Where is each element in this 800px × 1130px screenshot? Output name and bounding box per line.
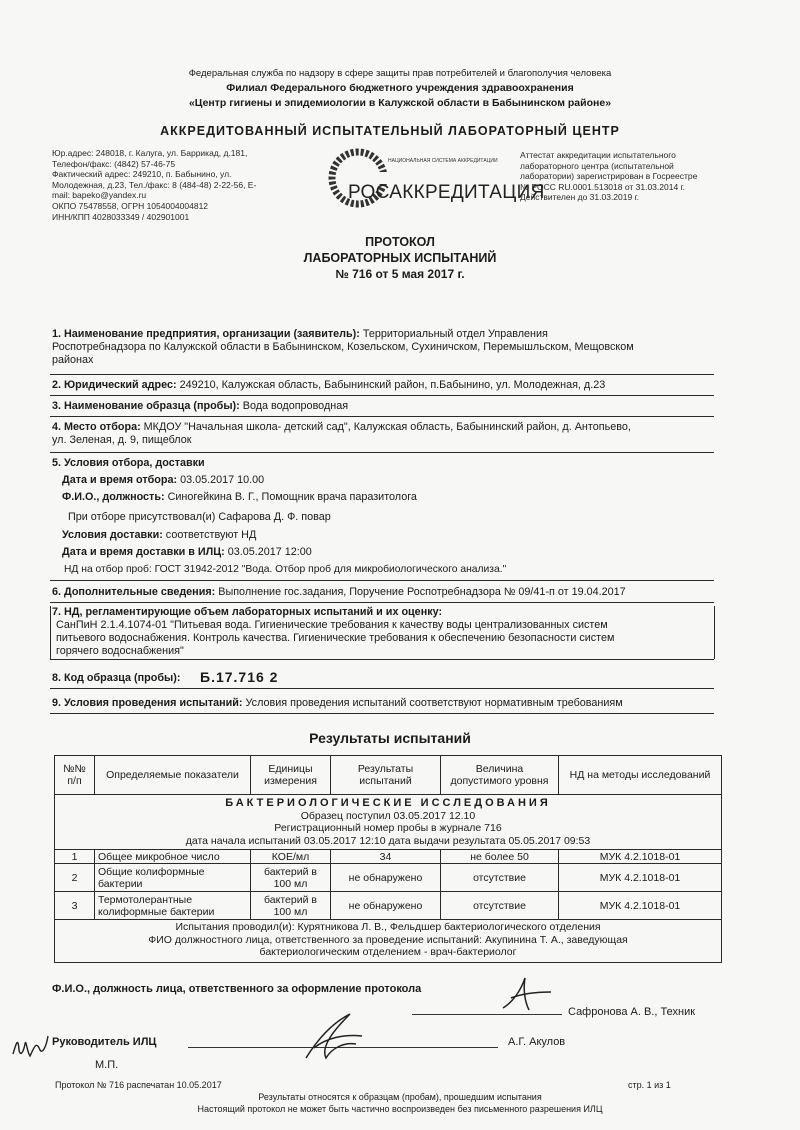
test-dates: дата начала испытаний 03.05.2017 12:10 дата выдачи результата 05.05.2017 09:53 [185,834,591,847]
col-norm: Величина допустимого уровня [441,756,559,795]
standards-label: 7. НД, регламентирующие объем лабораторных испытаний и их оценку: [52,606,443,618]
section-title: БАКТЕРИОЛОГИЧЕСКИЕ ИССЛЕДОВАНИЯ [225,797,551,809]
row-norm: отсутствие [441,892,559,920]
sample-name-value: Вода водопроводная [239,400,349,412]
delivery-date-value: 03.05.2017 12:00 [224,546,312,558]
head-label: Руководитель ИЛЦ [52,1036,157,1048]
section-legal-address [52,379,714,392]
standards-line: СанПиН 2.1.4.1074-01 "Питьевая вода. Гигиенические требования к качеству воды централизованных систем [56,619,608,631]
technician-name: Сафронова А. В., Техник [568,1006,696,1018]
responsible-person-cont: бактериологическим отделением - врач-бактериолог [259,946,517,958]
registration-number: Регистрационный номер пробы в журнале 716 [274,822,502,834]
col-num: №№ п/п [55,756,95,795]
accreditation-line: лаборатории) зарегистрирован в Госреестре [520,171,698,182]
header-center: «Центр гигиены и эпидемиологии в Калужской области в Бабынинском районе» [188,97,612,109]
standards-line: горячего водоснабжения" [56,645,184,657]
delivery-conditions-label: Условия доставки: [62,529,163,541]
border-left [50,606,51,659]
section-additional-info [52,586,714,599]
table-row [55,850,722,864]
applicant-value-cont: районах [52,354,94,366]
results-title: Результаты испытаний [309,730,471,746]
col-method: НД на методы исследований [559,756,722,795]
footer-copyright-note: Настоящий протокол не может быть частично воспроизведен без письменного разрешения ИЛЦ [197,1104,603,1114]
delivery-conditions-value: соответствуют НД [162,529,257,541]
sampling-date-label: Дата и время отбора: [62,474,178,486]
sampler-value: Синогейкина В. Г., Помощник врача паразитолога [164,491,417,503]
accreditation-line: № РОСС RU.0001.513018 от 31.03.2014 г. [520,181,685,192]
divider [50,374,714,375]
address-line: Телефон/факс: (4842) 57-46-75 [52,158,176,169]
section-row [55,795,722,850]
row-norm: не более 50 [441,850,559,864]
sampling-place-label: 4. Место отбора: [52,421,141,433]
standards-line: питьевого водоснабжения. Контроль качества. Гигиенические требования к обеспечению безопасности систем [56,632,615,644]
signoff-label: Ф.И.О., должность лица, ответственного за оформление протокола [52,983,422,995]
address-line: Юр.адрес: 248018, г. Калуга, ул. Баррикад, д.181, [52,148,248,158]
col-param: Определяемые показатели [95,756,251,795]
address-line: mail: bapeko@yandex.ru [52,190,147,201]
performers-row [55,920,722,963]
section-conditions-title [52,457,714,470]
address-line: Молодежная, д.23, Тел./факс: 8 (484-48) 2-22-56, E- [52,179,257,190]
row-param: Общие колиформные бактерии [95,864,251,892]
table-row [55,864,722,892]
delivery-conditions [62,529,724,542]
sampling-date-value: 03.05.2017 10.00 [177,474,265,486]
accreditation-line: Аттестат аккредитации испытательного [520,150,676,160]
sample-name-label: 3. Наименование образца (пробы): [52,400,240,412]
row-param: Термотолерантные колиформные бактерии [95,892,251,920]
performed-by: Испытания проводил(и): Курятникова Л. В., Фельдшер бактериологического отделения [175,921,601,933]
border-right [714,606,715,659]
address-line: ИНН/КПП 4028033349 / 402901001 [52,211,190,222]
col-result: Результаты испытаний [331,756,441,795]
present-persons: При отборе присутствовал(и) Сафарова Д. Ф. повар [68,511,331,523]
test-conditions-value: Условия проведения испытаний соответствуют нормативным требованиям [242,697,623,709]
logo-text: РОСАККРЕДИТАЦИЯ [348,182,545,203]
sampler-label: Ф.И.О., должность: [62,491,165,503]
sampling-standard: НД на отбор проб: ГОСТ 31942-2012 "Вода. Отбор проб для микробиологического анализа." [64,564,507,575]
print-info: Протокол № 716 распечатан 10.05.2017 [55,1080,222,1090]
sample-code-value: Б.17.716 2 [200,669,279,685]
header-branch: Филиал Федерального бюджетного учреждения здравоохранения [226,82,574,94]
test-conditions-label: 9. Условия проведения испытаний: [52,697,243,709]
applicant-value: Территориальный отдел Управления [359,328,548,340]
footer-note: Результаты относятся к образцам (пробам), прошедшим испытания [258,1092,542,1102]
signature-head-icon [296,1008,366,1064]
row-result: 34 [331,850,441,864]
sampler [62,491,724,504]
divider [50,452,714,453]
table-header-row [55,756,722,795]
initials-signature-icon [10,1030,50,1060]
row-num: 3 [55,892,95,920]
divider [50,659,714,660]
signature-technician-icon [495,972,555,1014]
section-sample-code [52,672,714,685]
head-name: А.Г. Акулов [508,1036,566,1048]
address-line: ОКПО 75478558, ОГРН 1054004004812 [52,200,209,211]
page-number: стр. 1 из 1 [628,1080,671,1090]
section-test-conditions [52,697,714,710]
sampling-place-value-cont: ул. Зеленая, д. 9, пищеблок [52,434,192,446]
sampling-place-value: МКДОУ "Начальная школа- детский сад", Калужская область, Бабынинский район, д. Антопьево, [140,421,631,433]
legal-address-label: 2. Юридический адрес: [52,379,177,391]
row-result: не обнаружено [331,864,441,892]
divider [50,580,714,581]
signature-line [412,1014,562,1015]
accreditation-block [520,150,740,203]
row-num: 2 [55,864,95,892]
applicant-label: 1. Наименование предприятия, организации (заявитель): [52,328,360,340]
additional-info-label: 6. Дополнительные сведения: [52,586,216,598]
divider [50,688,714,689]
logo-subtitle: НАЦИОНАЛЬНАЯ СИСТЕМА АККРЕДИТАЦИИ [388,158,498,164]
divider [50,602,714,603]
protocol-title: ПРОТОКОЛ [365,235,435,249]
divider [50,395,714,396]
section-sampling-place [52,421,714,447]
delivery-date-label: Дата и время доставки в ИЛЦ: [62,546,225,558]
table-row [55,892,722,920]
results-table [54,755,722,963]
lab-title: АККРЕДИТОВАННЫЙ ИСПЫТАТЕЛЬНЫЙ ЛАБОРАТОРНЫЙ ЦЕНТР [160,124,620,138]
divider [50,713,714,714]
divider [50,416,714,417]
conditions-title: 5. Условия отбора, доставки [52,457,205,469]
section-standards [52,606,714,658]
address-block [52,148,302,222]
row-unit: бактерий в 100 мл [251,892,331,920]
row-num: 1 [55,850,95,864]
row-param: Общее микробное число [95,850,251,864]
responsible-person: ФИО должностного лица, ответственного за проведение испытаний: Акупинина Т. А., заведующая [148,933,628,946]
section-applicant [52,328,714,367]
col-unit: Единицы измерения [251,756,331,795]
additional-info-value: Выполнение гос.задания, Поручение Роспотребнадзора № 09/41-п от 19.04.2017 [215,586,626,598]
sampling-date [62,474,724,487]
address-line: Фактический адрес: 249210, п. Бабынино, ул. [52,169,232,180]
accreditation-line: Действителен до 31.03.2019 г. [520,192,639,203]
legal-address-value: 249210, Калужская область, Бабынинский район, п.Бабынино, ул. Молодежная, д.23 [176,379,606,391]
applicant-value-cont: Роспотребнадзора по Калужской области в Бабынинском, Козельском, Сухиничском, Перемышльском, Мещовском [52,341,634,353]
row-method: МУК 4.2.1018-01 [559,864,722,892]
accreditation-line: лабораторного центра (испытательной [520,160,674,171]
protocol-subtitle: ЛАБОРАТОРНЫХ ИСПЫТАНИЙ [303,251,497,265]
stamp-place: М.П. [95,1059,119,1071]
received-date: Образец поступил 03.05.2017 12.10 [300,809,476,822]
row-method: МУК 4.2.1018-01 [559,892,722,920]
row-unit: бактерий в 100 мл [251,864,331,892]
header-agency: Федеральная служба по надзору в сфере защиты прав потребителей и благополучия человека [188,68,612,79]
row-norm: отсутствие [441,864,559,892]
row-result: не обнаружено [331,892,441,920]
sample-code-label: 8. Код образца (пробы): [52,672,181,684]
row-unit: КОЕ/мл [251,850,331,864]
delivery-date [62,546,724,559]
row-method: МУК 4.2.1018-01 [559,850,722,864]
section-sample-name [52,400,714,413]
protocol-number: № 716 от 5 мая 2017 г. [335,267,465,281]
